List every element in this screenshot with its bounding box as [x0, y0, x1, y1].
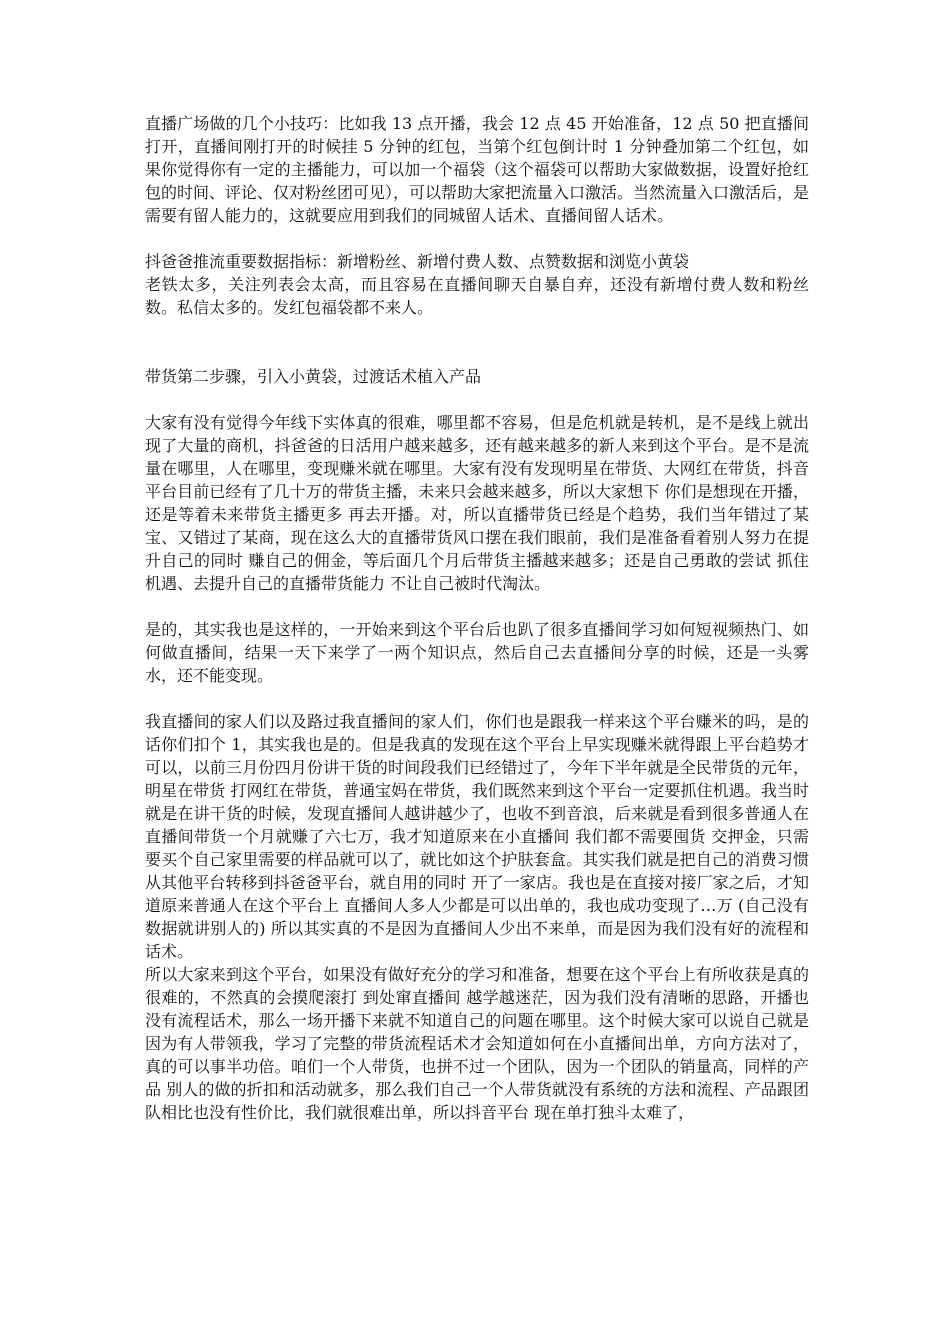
- document-body: [145, 112, 809, 1124]
- paragraph-personal-experience: 是的，其实我也是这样的，一开始来到这个平台后也趴了很多直播间学习如何短视频热门、如何做直播间，结果一天下来学了一两个知识点，然后自己去直播间分享的时候，还是一头雾水，还不能变现。: [145, 620, 809, 685]
- paragraph-old-fans-issue: 老铁太多，关注列表会太高，而且容易在直播间聊天自暴自弃，还没有新增付费人数和粉丝数。私信太多的。发红包福袋都不来人。: [145, 275, 809, 317]
- paragraph-team-advantage: 所以大家来到这个平台，如果没有做好充分的学习和准备，想要在这个平台上有所收获是真的很难的，不然真的会摸爬滚打 到处窜直播间 越学越迷茫，因为我们没有清晰的思路，开播也没有流程话术，那么一场开播下来就不知道自己的问题在哪里。这个时候大家可以说自己就是因为有人带领我，学习了完整的带货流程话术才会知道如何在小直播间出单，方向方法对了，真的可以事半功倍。咱们一个人带货，也拼不过一个团队，因为一个团队的销量高，同样的产品 别人的做的折扣和活动就多，那么我们自己一个人带货就没有系统的方法和流程、产品跟团队相比也没有性价比，我们就很难出单，所以抖音平台 现在单打独斗太难了，: [145, 965, 809, 1122]
- paragraph-spacer: [145, 687, 809, 710]
- paragraph-opportunity: 大家有没有觉得今年线下实体真的很难，哪里都不容易，但是危机就是转机，是不是线上就出现了大量的商机，抖爸爸的日活用户越来越多，还有越来越多的新人来到这个平台。是不是流量在哪里，人在哪里，变现赚米就在哪里。大家有没有发现明星在带货、大网红在带货，抖音平台目前已经有了几十万的带货主播，未来只会越来越多，所以大家想下 你们是想现在开播，还是等着未来带货主播更多 再去开播。对，所以直播带货已经是个趋势，我们当年错过了某宝、又错过了某商，现在这么大的直播带货风口摆在我们眼前，我们是准备看着别人努力在提升自己的同时 赚自己的佣金，等后面几个月后带货主播越来越多；还是自己勇敢的尝试 抓住机遇、去提升自己的直播带货能力 不让自己被时代淘汰。: [145, 413, 809, 593]
- paragraph-spacer: [145, 595, 809, 618]
- paragraph-audience-script: 我直播间的家人们以及路过我直播间的家人们，你们也是跟我一样来这个平台赚米的吗，是的话你们扣个 1，其实我也是的。但是我真的发现在这个平台上早实现赚米就得跟上平台趋势才可以，以前三月份四月份讲干货的时间段我们已经错过了，今年下半年就是全民带货的元年，明星在带货 打网红在带货，普通宝妈在带货，我们既然来到这个平台一定要抓住机遇。我当时就是在讲干货的时候，发现直播间人越讲越少了，也收不到音浪，后来就是看到很多普通人在直播间带货一个月就赚了六七万，我才知道原来在小直播间 我们都不需要囤货 交押金，只需要买个自己家里需要的样品就可以了，就比如这个护肤套盒。其实我们就是把自己的消费习惯从其他平台转移到抖爸爸平台，就自用的同时 开了一家店。我也是在直接对接厂家之后，才知道原来普通人在这个平台上 直播间人多人少都是可以出单的，我也成功变现了…万 (自己没有数据就讲别人的) 所以其实真的不是因为直播间人少出不来单，而是因为我们没有好的流程和话术。: [145, 712, 809, 961]
- section-heading-step-two: 带货第二步骤，引入小黄袋，过渡话术植入产品: [145, 367, 482, 386]
- paragraph-live-square-tips: 直播广场做的几个小技巧：比如我 13 点开播，我会 12 点 45 开始准备，12 点 50 把直播间打开，直播间刚打开的时候挂 5 分钟的红包，当第个红包倒计时 1 分钟叠加第二个红包，如果你觉得你有一定的主播能力，可以加一个福袋（这个福袋可以帮助大家做数据，设置好抢红包的时间、评论、仅对粉丝团可见），可以帮助大家把流量入口激活。当然流量入口激活后，是需要有留人能力的，这就要应用到我们的同城留人话术、直播间留人话术。: [145, 114, 810, 225]
- section-spacer: [145, 319, 809, 365]
- paragraph-traffic-metrics: 抖爸爸推流重要数据指标：新增粉丝、新增付费人数、点赞数据和浏览小黄袋: [145, 252, 690, 271]
- paragraph-spacer: [145, 388, 809, 411]
- paragraph-spacer: [145, 227, 809, 250]
